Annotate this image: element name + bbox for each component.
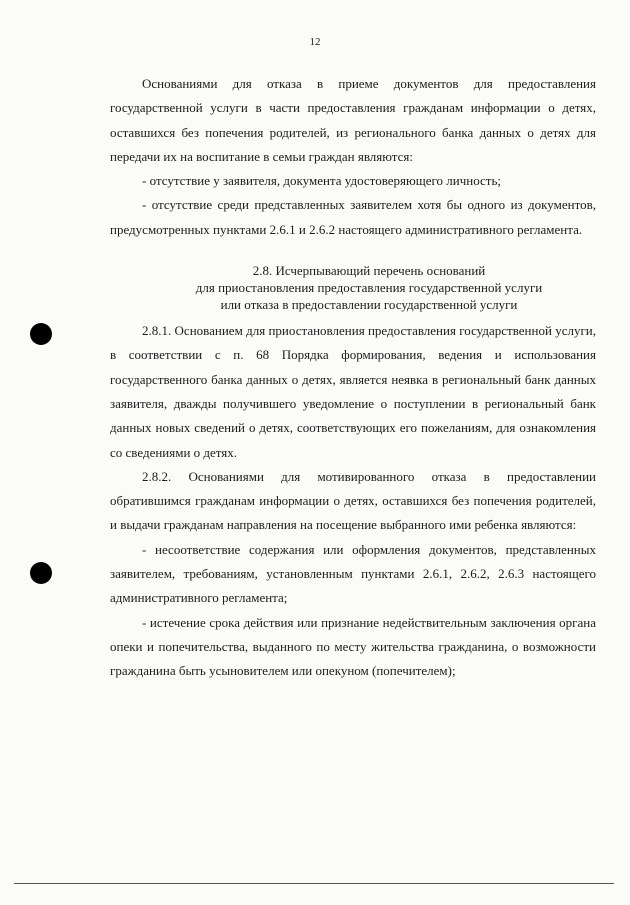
document-body [110,72,596,684]
section-heading-line-1: 2.8. Исчерпывающий перечень оснований [252,263,486,279]
section-heading-line-2: для приостановления предоставления государственной услуги [195,280,543,296]
paragraph-2-8-1: 2.8.1. Основанием для приостановления предоставления государственной услуги, в соответствии с п. 68 Порядка формирования, ведения и использования государственного банка данных о детях, является неявка в региональный банк данных заявителя, дважды получившего уведомление о поступлении в региональный банк данных новых сведений о детях, соответствующих его пожеланиям, для ознакомления со сведениями о детях. [110,323,596,460]
list-item-expired-conclusion: - истечение срока действия или признание недействительным заключения органа опеки и попечительства, выданного по месту жительства гражданина, о возможности гражданина быть усыновителем или опекуном (попечителем); [110,614,596,679]
section-heading-2-8 [110,262,596,313]
binder-hole-bottom [30,562,52,584]
binder-hole-top [30,323,52,345]
section-heading-line-3: или отказа в предоставлении государственной услуги [220,297,518,313]
list-item-no-id-document: - отсутствие у заявителя, документа удостоверяющего личность; [142,173,502,189]
paragraph-refusal-grounds: Основаниями для отказа в приеме документов для предоставления государственной услуги в части предоставления гражданам информации о детях, оставшихся без попечения родителей, из регионального банка данных о детях для передачи их на воспитание в семьи граждан являются: [110,76,596,164]
paragraph-2-8-2: 2.8.2. Основаниями для мотивированного отказа в предоставлении обратившимся гражданам информации о детях, оставшихся без попечения родителей, и выдачи гражданам направления на посещение выбранного ими ребенка являются: [110,468,596,533]
page-number: 12 [309,36,321,48]
bottom-rule [14,883,614,884]
list-item-nonconformity: - несоответствие содержания или оформления документов, представленных заявителем, требованиям, установленным пунктами 2.6.1, 2.6.2, 2.6.3 настоящего административного регламента; [110,541,596,606]
list-item-missing-documents: - отсутствие среди представленных заявителем хотя бы одного из документов, предусмотренных пунктами 2.6.1 и 2.6.2 настоящего административного регламента. [110,197,596,237]
